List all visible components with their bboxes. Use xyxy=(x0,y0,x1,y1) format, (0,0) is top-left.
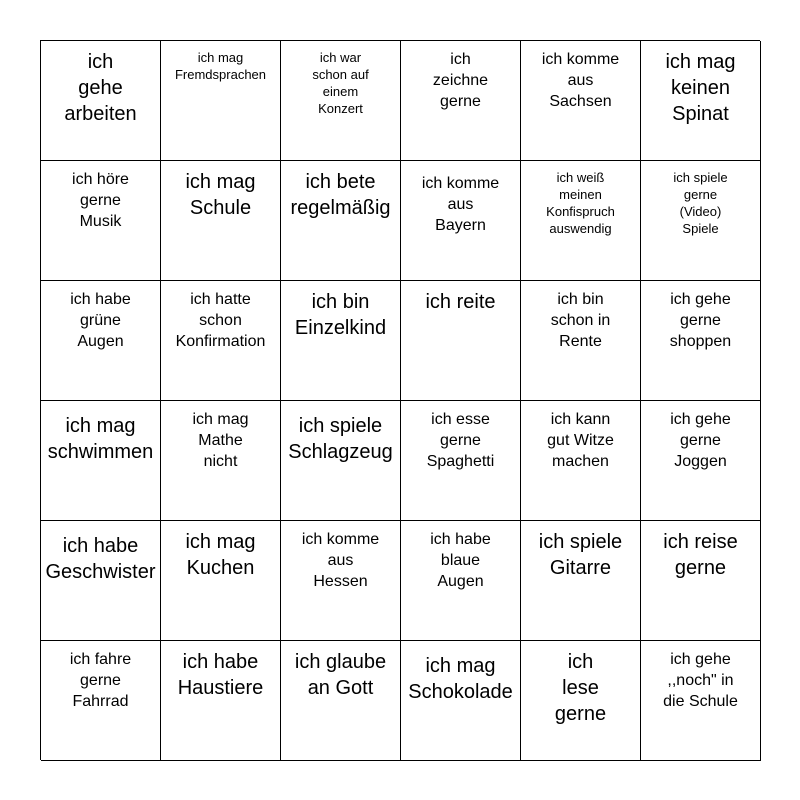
bingo-cell-label: ich reite xyxy=(425,291,496,313)
bingo-cell-label: ich habe grüne Augen xyxy=(70,291,131,350)
bingo-cell[interactable] xyxy=(41,41,161,161)
bingo-cell[interactable] xyxy=(41,401,161,521)
bingo-cell-label: ich lese gerne xyxy=(554,651,607,725)
bingo-cell[interactable] xyxy=(401,161,521,281)
bingo-cell-label: ich mag Fremdsprachen xyxy=(174,50,267,82)
bingo-cell-label: ich hatte schon Konfirmation xyxy=(175,291,266,350)
bingo-cell[interactable] xyxy=(641,161,761,281)
bingo-cell-label: ich mag Mathe nicht xyxy=(192,411,249,470)
bingo-cell-label: ich esse gerne Spaghetti xyxy=(426,411,495,470)
bingo-cell-label: ich war schon auf einem Konzert xyxy=(312,50,369,116)
bingo-cell[interactable] xyxy=(281,401,401,521)
bingo-cell-label: ich mag keinen Spinat xyxy=(665,51,736,125)
bingo-cell-label: ich glaube an Gott xyxy=(294,651,387,699)
bingo-cell[interactable] xyxy=(641,521,761,641)
bingo-cell-label: ich höre gerne Musik xyxy=(72,171,129,230)
bingo-cell-label: ich habe Haustiere xyxy=(177,651,264,699)
bingo-cell[interactable] xyxy=(41,521,161,641)
bingo-cell-label: ich zeichne gerne xyxy=(432,51,489,110)
bingo-cell[interactable] xyxy=(401,401,521,521)
bingo-cell[interactable] xyxy=(281,641,401,761)
bingo-cell[interactable] xyxy=(521,281,641,401)
bingo-cell-label: ich mag Schule xyxy=(185,171,256,219)
bingo-cell-label: ich komme aus Bayern xyxy=(421,175,500,234)
bingo-cell-label: ich habe blaue Augen xyxy=(430,531,491,590)
bingo-cell-label: ich gehe gerne Joggen xyxy=(670,411,731,470)
bingo-cell[interactable] xyxy=(161,401,281,521)
bingo-cell[interactable] xyxy=(641,641,761,761)
bingo-cell-label: ich gehe arbeiten xyxy=(64,51,137,125)
bingo-cell[interactable] xyxy=(521,161,641,281)
bingo-cell-label: ich gehe gerne shoppen xyxy=(669,291,732,350)
bingo-cell-label: ich mag Schokolade xyxy=(408,655,513,703)
bingo-cell-label: ich weiß meinen Konfispruch auswendig xyxy=(546,170,615,236)
bingo-cell[interactable] xyxy=(401,281,521,401)
bingo-cell[interactable] xyxy=(521,401,641,521)
bingo-cell-label: ich bin Einzelkind xyxy=(294,291,387,339)
bingo-cell-label: ich habe Geschwister xyxy=(45,535,156,583)
bingo-cell-label: ich komme aus Sachsen xyxy=(541,51,620,110)
bingo-cell[interactable] xyxy=(521,521,641,641)
bingo-cell[interactable] xyxy=(41,281,161,401)
bingo-cell-label: ich mag Kuchen xyxy=(185,531,256,579)
bingo-cell-label: ich bin schon in Rente xyxy=(550,291,611,350)
bingo-cell-label: ich reise gerne xyxy=(663,531,738,579)
bingo-cell[interactable] xyxy=(281,41,401,161)
bingo-cell-label: ich fahre gerne Fahrrad xyxy=(69,651,132,710)
bingo-cell[interactable] xyxy=(641,41,761,161)
bingo-cell-label: ich spiele Gitarre xyxy=(538,531,623,579)
bingo-cell[interactable] xyxy=(401,641,521,761)
bingo-cell[interactable] xyxy=(281,161,401,281)
bingo-cell-label: ich mag schwimmen xyxy=(47,415,154,463)
bingo-cell[interactable] xyxy=(161,41,281,161)
bingo-cell[interactable] xyxy=(281,521,401,641)
bingo-cell[interactable] xyxy=(401,41,521,161)
bingo-cell[interactable] xyxy=(161,641,281,761)
bingo-cell-label: ich komme aus Hessen xyxy=(301,531,380,590)
bingo-grid xyxy=(40,40,760,760)
bingo-cell[interactable] xyxy=(641,401,761,521)
bingo-cell[interactable] xyxy=(281,281,401,401)
bingo-cell[interactable] xyxy=(401,521,521,641)
bingo-cell[interactable] xyxy=(41,641,161,761)
bingo-cell-label: ich bete regelmäßig xyxy=(290,171,391,219)
bingo-cell-label: ich gehe ,,noch" in die Schule xyxy=(663,651,738,710)
bingo-cell-label: ich spiele Schlagzeug xyxy=(288,415,393,463)
bingo-cell[interactable] xyxy=(161,521,281,641)
bingo-cell[interactable] xyxy=(161,161,281,281)
bingo-cell-label: ich kann gut Witze machen xyxy=(547,411,614,470)
bingo-cell[interactable] xyxy=(521,641,641,761)
bingo-cell-label: ich spiele gerne (Video) Spiele xyxy=(673,170,728,236)
bingo-cell[interactable] xyxy=(41,161,161,281)
bingo-cell[interactable] xyxy=(641,281,761,401)
bingo-cell[interactable] xyxy=(161,281,281,401)
bingo-cell[interactable] xyxy=(521,41,641,161)
